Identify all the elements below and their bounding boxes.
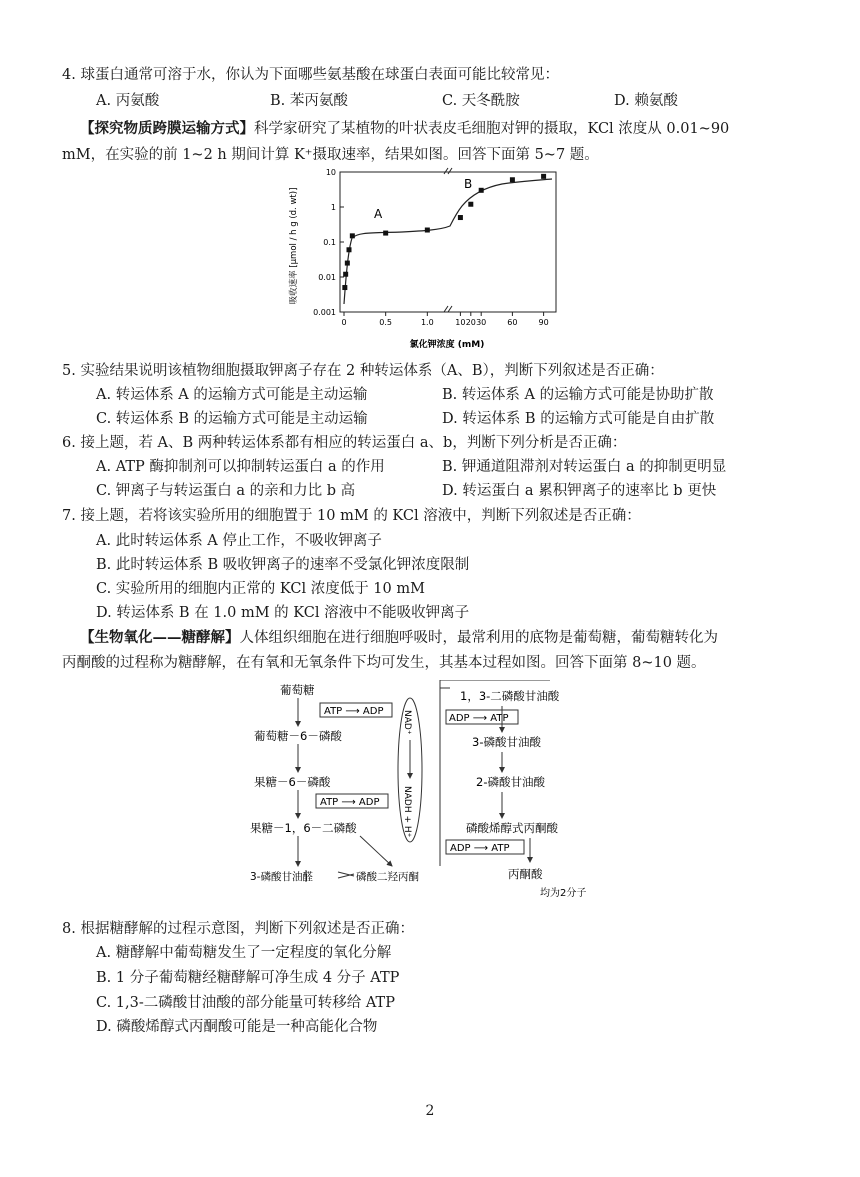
data-point-a bbox=[383, 231, 388, 236]
atp-adp-label-1: ATP ⟶ ADP bbox=[324, 706, 384, 717]
x-tick-label: 0 bbox=[341, 318, 347, 327]
node-g6p: 葡萄糖－6－磷酸 bbox=[254, 729, 342, 743]
connector-line bbox=[440, 680, 550, 866]
data-point-a bbox=[342, 285, 347, 290]
y-tick-label: 0.01 bbox=[318, 273, 336, 282]
y-tick-label: 10 bbox=[325, 168, 336, 177]
section2-tag: 【生物氧化——糖酵解】 bbox=[80, 629, 240, 646]
node-f6p: 果糖－6－磷酸 bbox=[254, 775, 331, 789]
q4-option-d: D. 赖氨酸 bbox=[614, 93, 678, 109]
node-pyruvate: 丙酮酸 bbox=[508, 867, 543, 881]
chart-xlabel: 氯化钾浓度 (mM) bbox=[409, 340, 485, 350]
data-point-a bbox=[343, 272, 348, 277]
region-label-b: B bbox=[464, 177, 473, 191]
adp-atp-label-2: ADP ⟶ ATP bbox=[450, 843, 510, 854]
fit-curve bbox=[344, 179, 552, 304]
q6-option-a: A. ATP 酶抑制剂可以抑制转运蛋白 a 的作用 bbox=[96, 459, 385, 475]
node-f16bp: 果糖－1，6－二磷酸 bbox=[250, 821, 357, 835]
data-point-a bbox=[347, 247, 352, 252]
x-tick-label: 90 bbox=[538, 318, 549, 327]
data-point-b bbox=[468, 202, 473, 207]
x-tick-label: 0.5 bbox=[379, 318, 393, 327]
data-point-b bbox=[458, 215, 463, 220]
section1-text2: mM，在实验的前 1~2 h 期间计算 K⁺摄取速率，结果如图。回答下面第 5~7 题。 bbox=[62, 147, 599, 163]
data-point-b bbox=[510, 177, 515, 182]
section2-text2: 丙酮酸的过程称为糖酵解，在有氧和无氧条件下均可发生，其基本过程如图。回答下面第 8~10 题。 bbox=[62, 655, 706, 671]
q5-option-b: B. 转运体系 A 的运输方式可能是协助扩散 bbox=[442, 387, 714, 403]
q6-stem: 6. 接上题，若 A、B 两种转运体系都有相应的转运蛋白 a、b，判断下列分析是否正确： bbox=[62, 435, 627, 451]
node-13bpg: 1，3-二磷酸甘油酸 bbox=[460, 689, 560, 703]
y-ticks bbox=[313, 168, 344, 317]
plot-frame bbox=[340, 172, 556, 312]
q5-stem: 5. 实验结果说明该植物细胞摄取钾离子存在 2 种转运体系（A、B），判断下列叙述是否正确： bbox=[62, 363, 664, 379]
x-ticks bbox=[341, 312, 548, 327]
adp-atp-label-1: ADP ⟶ ATP bbox=[449, 713, 509, 724]
y-tick-label: 0.1 bbox=[323, 238, 336, 247]
x-tick-label: 30 bbox=[476, 318, 487, 327]
q7-option-d: D. 转运体系 B 在 1.0 mM 的 KCl 溶液中不能吸收钾离子 bbox=[96, 605, 470, 621]
q5-option-a: A. 转运体系 A 的运输方式可能是主动运输 bbox=[96, 387, 368, 403]
x-tick-label: 10 bbox=[455, 318, 466, 327]
q4-option-b: B. 苯丙氨酸 bbox=[270, 93, 348, 109]
q6-option-d: D. 转运蛋白 a 累积钾离子的速率比 b 更快 bbox=[442, 483, 717, 499]
glycolysis-diagram bbox=[240, 680, 640, 902]
q8-option-d: D. 磷酸烯醇式丙酮酸可能是一种高能化合物 bbox=[96, 1019, 378, 1035]
node-g3p: 3-磷酸甘油醛 bbox=[250, 871, 313, 883]
node-glucose: 葡萄糖 bbox=[280, 683, 315, 697]
q8-option-c: C. 1,3-二磷酸甘油酸的部分能量可转移给 ATP bbox=[96, 995, 395, 1011]
q4-option-c: C. 天冬酰胺 bbox=[442, 93, 520, 109]
x-tick-label: 60 bbox=[507, 318, 518, 327]
section2-line1 bbox=[80, 627, 718, 649]
data-point-a bbox=[345, 261, 350, 266]
node-3pg: 3-磷酸甘油酸 bbox=[472, 735, 541, 749]
node-pep: 磷酸烯醇式丙酮酸 bbox=[466, 821, 558, 835]
section1-tag: 【探究物质跨膜运输方式】 bbox=[80, 120, 254, 137]
page-number: 2 bbox=[425, 1103, 435, 1119]
data-point-b bbox=[541, 174, 546, 179]
x-tick-label: 20 bbox=[465, 318, 476, 327]
node-2pg: 2-磷酸甘油酸 bbox=[476, 775, 545, 789]
chart-ylabel-line1: 吸收速率 [μmol / h g (d. wt)] bbox=[289, 187, 299, 305]
uptake-chart bbox=[282, 166, 582, 356]
data-point-a bbox=[425, 228, 430, 233]
y-tick-label: 1 bbox=[330, 203, 336, 212]
data-point-a bbox=[350, 233, 355, 238]
q6-option-b: B. 钾通道阻滞剂对转运蛋白 a 的抑制更明显 bbox=[442, 459, 727, 475]
nad-label: NAD⁺ bbox=[402, 710, 412, 735]
q4-option-a: A. 丙氨酸 bbox=[96, 93, 160, 109]
section1-line1 bbox=[80, 118, 729, 140]
data-points bbox=[342, 174, 546, 290]
nadh-label: NADH + H⁺ bbox=[402, 786, 412, 838]
q7-option-c: C. 实验所用的细胞内正常的 KCl 浓度低于 10 mM bbox=[96, 581, 425, 597]
q6-option-c: C. 钾离子与转运蛋白 a 的亲和力比 b 高 bbox=[96, 483, 356, 499]
q5-option-d: D. 转运体系 B 的运输方式可能是自由扩散 bbox=[442, 411, 715, 427]
data-point-b bbox=[479, 188, 484, 193]
x-axis-break bbox=[444, 168, 452, 312]
node-dhap: 磷酸二羟丙酮 bbox=[356, 871, 419, 883]
x-tick-label: 1.0 bbox=[420, 318, 434, 327]
q8-option-b: B. 1 分子葡萄糖经糖酵解可净生成 4 分子 ATP bbox=[96, 970, 400, 986]
section1-text1: 科学家研究了某植物的叶状表皮毛细胞对钾的摄取，KCl 浓度从 0.01~90 bbox=[254, 121, 730, 137]
y-tick-label: 0.001 bbox=[313, 308, 336, 317]
atp-adp-label-2: ATP ⟶ ADP bbox=[320, 797, 380, 808]
q5-option-c: C. 转运体系 B 的运输方式可能是主动运输 bbox=[96, 411, 368, 427]
q7-option-b: B. 此时转运体系 B 吸收钾离子的速率不受氯化钾浓度限制 bbox=[96, 557, 470, 573]
section2-text1: 人体组织细胞在进行细胞呼吸时，最常利用的底物是葡萄糖，葡萄糖转化为 bbox=[239, 630, 718, 646]
q8-option-a: A. 糖酵解中葡萄糖发生了一定程度的氧化分解 bbox=[96, 945, 392, 961]
q7-option-a: A. 此时转运体系 A 停止工作，不吸收钾离子 bbox=[96, 533, 382, 549]
region-label-a: A bbox=[374, 207, 383, 221]
q4-stem: 4. 球蛋白通常可溶于水，你认为下面哪些氨基酸在球蛋白表面可能比较常见： bbox=[62, 67, 559, 83]
q8-stem: 8. 根据糖酵解的过程示意图，判断下列叙述是否正确： bbox=[62, 921, 414, 937]
diagram-note: 均为2分子 bbox=[540, 888, 587, 899]
q7-stem: 7. 接上题，若将该实验所用的细胞置于 10 mM 的 KCl 溶液中，判断下列叙述是否正确： bbox=[62, 508, 641, 524]
